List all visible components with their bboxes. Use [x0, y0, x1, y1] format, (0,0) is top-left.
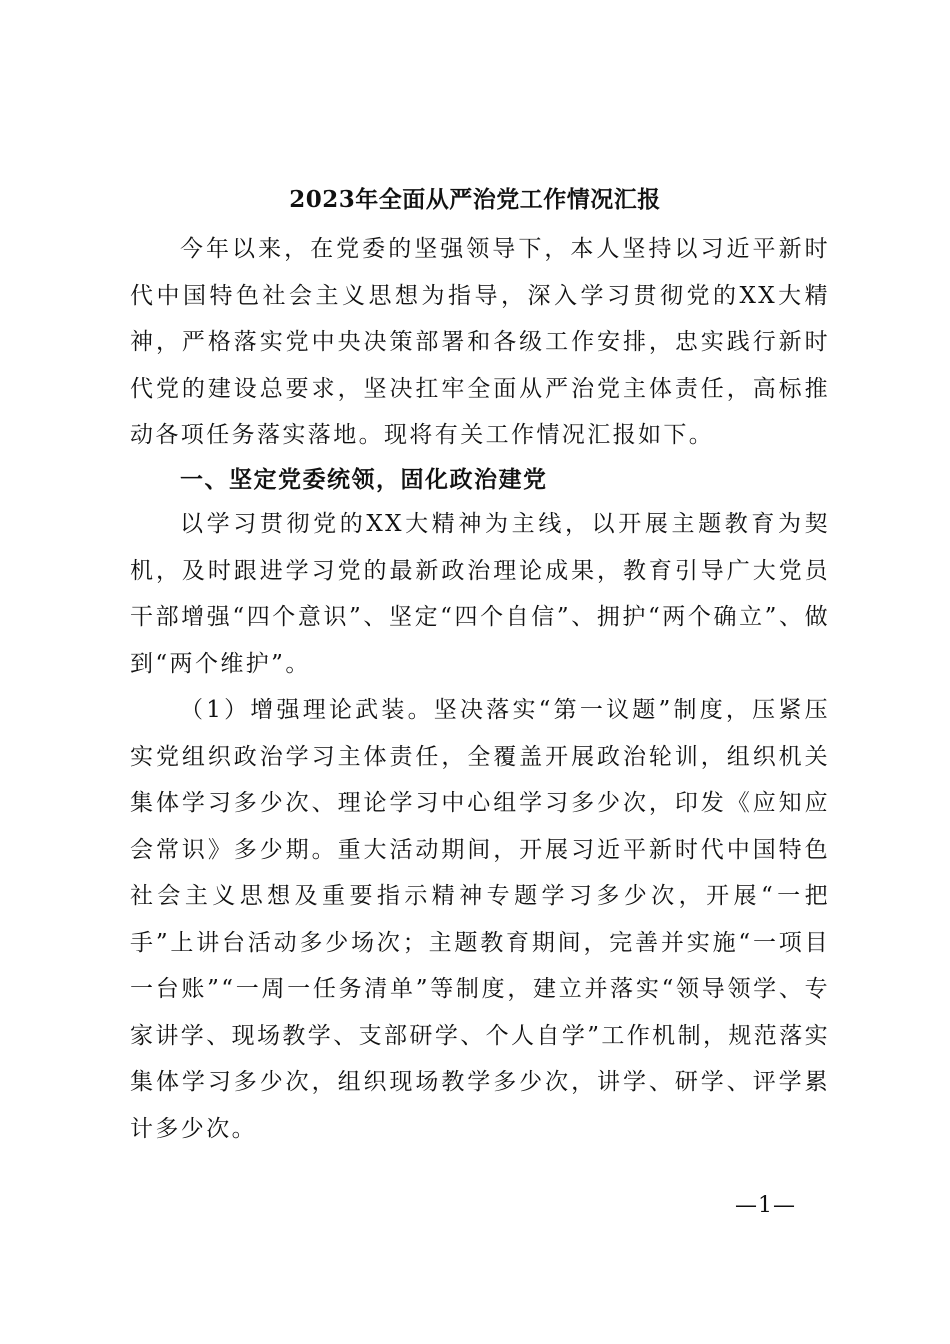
intro-paragraph: 今年以来，在党委的坚强领导下，本人坚持以习近平新时代中国特色社会主义思想为指导，深入学习贯彻党的XX大精神，严格落实党中央决策部署和各级工作安排，忠实践行新时代党的建设总要求，坚决扛牢全面从严治党主体责任，高标推动各项任务落实落地。现将有关工作情况汇报如下。: [130, 236, 830, 448]
section-paragraph: 以学习贯彻党的XX大精神为主线，以开展主题教育为契机，及时跟进学习党的最新政治理论成果，教育引导广大党员干部增强“四个意识”、坚定“四个自信”、拥护“两个确立”、做到“两个维护”。: [130, 511, 830, 677]
document-title: 2023年全面从严治党工作情况汇报: [289, 186, 661, 213]
subsection-paragraph: （1）增强理论武装。坚决落实“第一议题”制度，压紧压实党组织政治学习主体责任，全覆盖开展政治轮训，组织机关集体学习多少次、理论学习中心组学习多少次，印发《应知应会常识》多少期。重大活动期间，开展习近平新时代中国特色社会主义思想及重要指示精神专题学习多少次，开展“一把手”上讲台活动多少场次；主题教育期间，完善并实施“一项目一台账”“一周一任务清单”等制度，建立并落实“领导领学、专家讲学、现场教学、支部研学、个人自学”工作机制，规范落实集体学习多少次，组织现场教学多少次，讲学、研学、评学累计多少次。: [130, 697, 830, 1142]
section-heading: 一、坚定党委统领，固化政治建党: [180, 467, 548, 493]
page-number: —1—: [735, 1193, 796, 1218]
